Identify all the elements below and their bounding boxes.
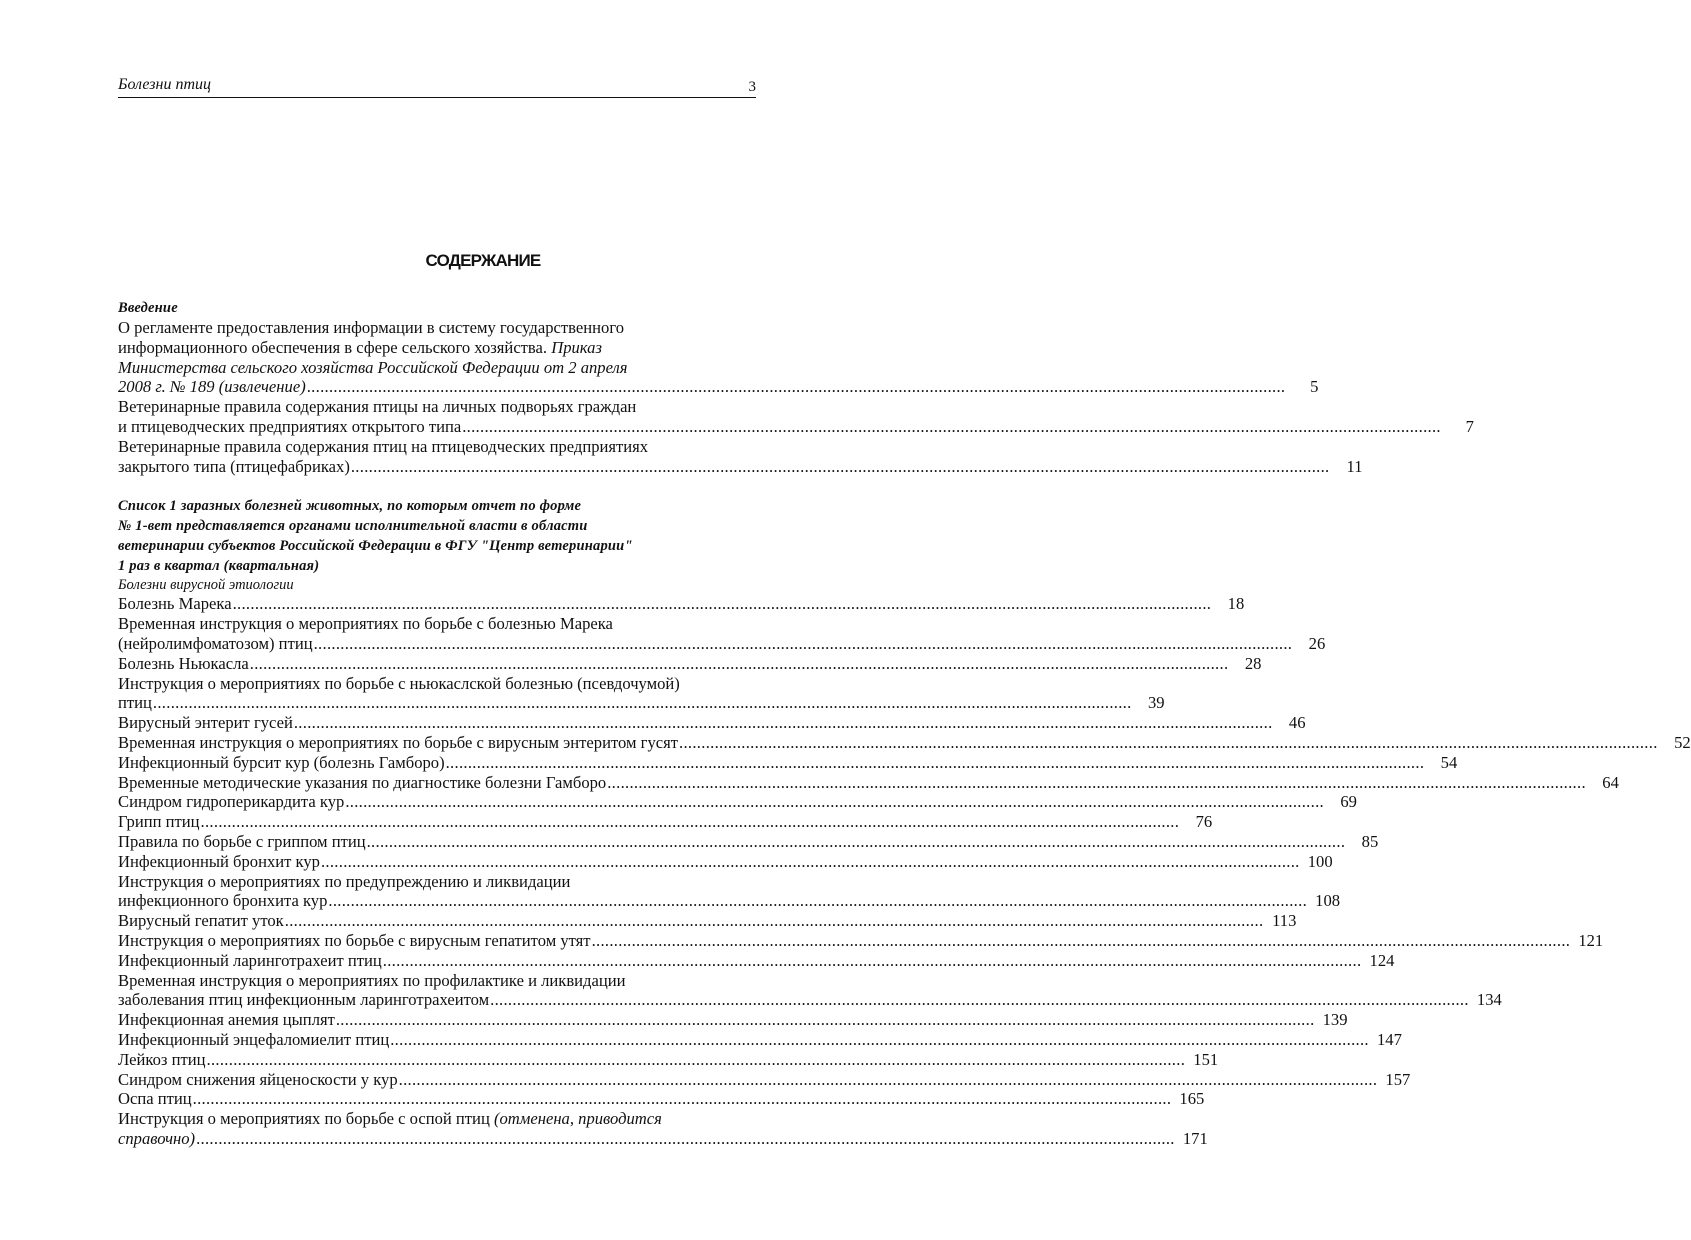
toc-entry-text: Вирусный гепатит уток bbox=[118, 911, 284, 931]
dot-leader: ............................................................................................................................................................................................................................ bbox=[335, 1010, 1315, 1030]
dot-leader: ............................................................................................................................................................................................................................ bbox=[196, 1128, 1175, 1148]
toc-page-number: 85 bbox=[1361, 831, 1379, 851]
toc-page-number: 76 bbox=[1195, 812, 1213, 832]
dot-leader: ............................................................................................................................................................................................................................ bbox=[192, 1089, 1172, 1109]
dot-leader: ............................................................................................................................................................................................................................ bbox=[206, 1049, 1186, 1069]
dot-leader: ............................................................................................................................................................................................................................ bbox=[152, 693, 1132, 713]
toc-entry-line bbox=[118, 1128, 1208, 1149]
toc-entry-line bbox=[118, 752, 1458, 773]
toc-entry-text: Инфекционный бурсит кур (болезнь Гамборо) bbox=[118, 752, 445, 772]
toc-entry-text: Лейкоз птиц bbox=[118, 1049, 206, 1069]
toc-entry[interactable] bbox=[118, 614, 1326, 654]
toc-entry-text: Инструкция о мероприятиях по борьбе с ньюкаслской болезнью (псевдочумой) bbox=[118, 673, 680, 693]
toc-entry-text: Инструкция о мероприятиях по предупреждению и ликвидации bbox=[118, 871, 571, 891]
dot-leader: ............................................................................................................................................................................................................................ bbox=[313, 633, 1293, 653]
toc-entry[interactable] bbox=[118, 318, 1319, 397]
toc-entry-line bbox=[118, 397, 770, 417]
toc-entry[interactable] bbox=[118, 1029, 1402, 1050]
toc-entry[interactable] bbox=[118, 436, 1363, 477]
toc-entry-text: птиц bbox=[118, 693, 152, 713]
toc-page-number: 139 bbox=[1322, 1010, 1348, 1030]
toc-entry[interactable] bbox=[118, 871, 1341, 912]
toc-entry-text: Временная инструкция о мероприятиях по борьбе с болезнью Марека bbox=[118, 614, 613, 634]
toc-entry-text: Инфекционный ларинготрахеит птиц bbox=[118, 950, 382, 970]
toc-page-number: 26 bbox=[1308, 633, 1326, 653]
toc-entry-line bbox=[118, 318, 770, 338]
dot-leader: ............................................................................................................................................................................................................................ bbox=[607, 772, 1586, 792]
toc-page-number: 108 bbox=[1315, 891, 1341, 911]
toc-page-number: 28 bbox=[1244, 653, 1262, 673]
toc-entry-text: (нейролимфоматозом) птиц bbox=[118, 633, 313, 653]
toc-page-number: 100 bbox=[1307, 851, 1333, 871]
dot-leader: ............................................................................................................................................................................................................................ bbox=[345, 792, 1324, 812]
toc-entry-line bbox=[118, 693, 1165, 713]
toc-entry[interactable] bbox=[118, 397, 1474, 437]
dot-leader: ............................................................................................................................................................................................................................ bbox=[306, 377, 1286, 397]
toc-page-number: 69 bbox=[1340, 792, 1357, 812]
toc-entry[interactable] bbox=[118, 930, 1604, 951]
toc-entry-text: справочно) bbox=[118, 1128, 196, 1148]
section-heading: ветеринарии субъектов Российской Федерации в ФГУ "Центр ветеринарии" bbox=[118, 538, 633, 555]
toc-entry-text: Синдром снижения яйценоскости у кур bbox=[118, 1069, 398, 1089]
toc-entry-line bbox=[118, 456, 1363, 477]
toc-entry-text: информационного обеспечения в сфере сельского хозяйства. Приказ bbox=[118, 337, 602, 357]
toc-entry-text: Грипп птиц bbox=[118, 812, 200, 832]
toc-entry-line bbox=[118, 416, 1474, 437]
toc-entry-line bbox=[118, 614, 770, 634]
toc-entry-text: 2008 г. № 189 (извлечение) bbox=[118, 377, 306, 397]
section-subheading: Болезни вирусной этиологии bbox=[118, 577, 294, 594]
page-number: 3 bbox=[748, 79, 756, 95]
toc-page-number: 157 bbox=[1385, 1069, 1411, 1089]
toc-entry-line bbox=[118, 377, 1319, 397]
dot-leader: ............................................................................................................................................................................................................................ bbox=[284, 911, 1264, 931]
toc-page-number: 46 bbox=[1288, 713, 1306, 733]
toc-entry-line bbox=[118, 930, 1604, 951]
toc-entry[interactable] bbox=[118, 1089, 1205, 1109]
dot-leader: ............................................................................................................................................................................................................................ bbox=[366, 831, 1346, 851]
dot-leader: ............................................................................................................................................................................................................................ bbox=[390, 1029, 1369, 1049]
toc-entry[interactable] bbox=[118, 1049, 1219, 1070]
toc-entry-text: Ветеринарные правила содержания птицы на личных подворьях граждан bbox=[118, 397, 637, 417]
dot-leader: ............................................................................................................................................................................................................................ bbox=[320, 851, 1300, 871]
toc-entry-text: Инфекционная анемия цыплят bbox=[118, 1010, 335, 1030]
toc-entry-line bbox=[118, 971, 770, 991]
toc-entry[interactable] bbox=[118, 1109, 1208, 1149]
toc-entry-line bbox=[118, 772, 1619, 793]
toc-page-number: 5 bbox=[1310, 377, 1319, 397]
toc-entry-line bbox=[118, 732, 1691, 753]
toc-page-number: 134 bbox=[1476, 990, 1502, 1010]
toc-entry-text: Инструкция о мероприятиях по борьбе с оспой птиц (отменена, приводится bbox=[118, 1109, 662, 1129]
page-title: СОДЕРЖАНИЕ bbox=[425, 251, 541, 270]
toc-entry[interactable] bbox=[118, 950, 1395, 971]
dot-leader: ............................................................................................................................................................................................................................ bbox=[382, 950, 1362, 970]
toc-entry-line bbox=[118, 891, 1341, 911]
section-heading: Введение bbox=[118, 300, 178, 316]
toc-entry-text: Министерства сельского хозяйства Российской Федерации от 2 апреля bbox=[118, 357, 628, 377]
toc-entry-text: Временная инструкция о мероприятиях по профилактике и ликвидации bbox=[118, 970, 626, 990]
toc-entry-text: Оспа птиц bbox=[118, 1089, 192, 1109]
toc-entry-line bbox=[118, 1109, 770, 1129]
toc-entry[interactable] bbox=[118, 713, 1306, 733]
toc-page-number: 18 bbox=[1227, 594, 1245, 614]
toc-entry[interactable] bbox=[118, 1069, 1411, 1090]
dot-leader: ............................................................................................................................................................................................................................ bbox=[232, 594, 1212, 614]
toc-entry-text: Временная инструкция о мероприятиях по борьбе с вирусным энтеритом гусят bbox=[118, 732, 678, 752]
toc-entry-line bbox=[118, 831, 1379, 852]
toc-entry[interactable] bbox=[118, 752, 1458, 773]
toc-page-number: 113 bbox=[1272, 911, 1297, 931]
toc-page-number: 124 bbox=[1369, 950, 1395, 970]
toc-entry-text: О регламенте предоставления информации в систему государственного bbox=[118, 318, 625, 337]
toc-entry-text: Временные методические указания по диагностике болезни Гамборо bbox=[118, 772, 607, 792]
toc-entry-line bbox=[118, 1049, 1219, 1070]
dot-leader: ............................................................................................................................................................................................................................ bbox=[398, 1069, 1378, 1089]
dot-leader: ............................................................................................................................................................................................................................ bbox=[462, 416, 1441, 436]
toc-entry-line bbox=[118, 594, 1245, 614]
toc-entry-line bbox=[118, 990, 1502, 1010]
toc-entry-italic: Приказ bbox=[551, 337, 602, 357]
toc-entry[interactable] bbox=[118, 1010, 1348, 1030]
toc-entry-line bbox=[118, 633, 1326, 654]
dot-leader: ............................................................................................................................................................................................................................ bbox=[293, 713, 1273, 733]
toc-entry[interactable] bbox=[118, 851, 1333, 872]
toc-entry-line bbox=[118, 872, 770, 892]
toc-entry-text: закрытого типа (птицефабриках) bbox=[118, 456, 350, 476]
toc-page-number: 39 bbox=[1147, 693, 1165, 713]
toc-entry-line bbox=[118, 338, 770, 358]
toc-page-number: 54 bbox=[1440, 752, 1458, 772]
dot-leader: ............................................................................................................................................................................................................................ bbox=[200, 812, 1180, 832]
dot-leader: ............................................................................................................................................................................................................................ bbox=[249, 653, 1229, 673]
dot-leader: ............................................................................................................................................................................................................................ bbox=[350, 456, 1330, 476]
toc-entry-text: Правила по борьбе с гриппом птиц bbox=[118, 831, 366, 851]
dot-leader: ............................................................................................................................................................................................................................ bbox=[445, 752, 1425, 772]
toc-entry[interactable] bbox=[118, 732, 1691, 753]
toc-entry-line bbox=[118, 1010, 1348, 1030]
running-title: Болезни птиц bbox=[118, 76, 212, 93]
toc-entry[interactable] bbox=[118, 792, 1357, 812]
toc-page-number: 165 bbox=[1179, 1089, 1205, 1109]
toc-page-number: 7 bbox=[1465, 416, 1474, 436]
toc-page-number: 151 bbox=[1193, 1049, 1219, 1069]
toc-entry-text: инфекционного бронхита кур bbox=[118, 891, 328, 911]
toc-entry-line bbox=[118, 950, 1395, 971]
toc-entry-line bbox=[118, 1029, 1402, 1050]
toc-entry-text: Инфекционный энцефаломиелит птиц bbox=[118, 1029, 390, 1049]
toc-entry[interactable] bbox=[118, 970, 1502, 1011]
toc-entry-line bbox=[118, 674, 770, 694]
toc-entry-text: и птицеводческих предприятиях открытого типа bbox=[118, 416, 462, 436]
toc-entry[interactable] bbox=[118, 653, 1262, 674]
toc-entry-line bbox=[118, 812, 1213, 832]
toc-entry[interactable] bbox=[118, 594, 1245, 614]
dot-leader: ............................................................................................................................................................................................................................ bbox=[490, 990, 1469, 1010]
toc-entry-text: Болезнь Ньюкасла bbox=[118, 653, 249, 673]
section-heading: № 1-вет представляется органами исполнительной власти в области bbox=[118, 518, 588, 535]
toc-entry[interactable] bbox=[118, 831, 1379, 852]
dot-leader: ............................................................................................................................................................................................................................ bbox=[679, 732, 1658, 752]
toc-page-number: 171 bbox=[1182, 1128, 1208, 1148]
toc-entry-text: заболевания птиц инфекционным ларинготрахеитом bbox=[118, 990, 490, 1010]
toc-entry-text: Ветеринарные правила содержания птиц на птицеводческих предприятиях bbox=[118, 436, 649, 456]
section-heading: 1 раз в квартал (квартальная) bbox=[118, 558, 320, 575]
section-heading: Список 1 заразных болезней животных, по которым отчет по форме bbox=[118, 498, 582, 515]
toc-entry-line bbox=[118, 792, 1357, 812]
toc-entry-text: Болезнь Марека bbox=[118, 594, 232, 614]
toc-entry-line bbox=[118, 911, 1297, 931]
section-gap bbox=[118, 476, 770, 496]
toc-page-number: 147 bbox=[1376, 1029, 1402, 1049]
toc-entry-line bbox=[118, 653, 1262, 674]
toc-page-number: 52 bbox=[1674, 732, 1691, 752]
toc-entry-italic: (отменена, приводится bbox=[493, 1109, 662, 1129]
toc-entry[interactable] bbox=[118, 911, 1297, 931]
toc-entry[interactable] bbox=[118, 673, 1165, 714]
toc-entry-line bbox=[118, 1069, 1411, 1090]
toc-entry-text: Инструкция о мероприятиях по борьбе с вирусным гепатитом утят bbox=[118, 930, 591, 950]
toc-entry-line bbox=[118, 358, 770, 378]
toc-page-number: 11 bbox=[1346, 456, 1363, 476]
toc-entry-text: Синдром гидроперикардита кур bbox=[118, 792, 345, 812]
running-header bbox=[118, 76, 756, 98]
dot-leader: ............................................................................................................................................................................................................................ bbox=[328, 891, 1308, 911]
toc-entry-line bbox=[118, 1089, 1205, 1109]
toc-entry-line bbox=[118, 437, 770, 457]
dot-leader: ............................................................................................................................................................................................................................ bbox=[591, 930, 1571, 950]
toc-page-number: 121 bbox=[1578, 930, 1604, 950]
toc-entry[interactable] bbox=[118, 772, 1619, 793]
toc-page-number: 64 bbox=[1602, 772, 1619, 792]
table-of-contents bbox=[118, 298, 1691, 1149]
toc-entry[interactable] bbox=[118, 812, 1213, 832]
toc-entry-line bbox=[118, 713, 1306, 733]
toc-entry-text: Инфекционный бронхит кур bbox=[118, 851, 320, 871]
toc-entry-text: Вирусный энтерит гусей bbox=[118, 713, 293, 733]
toc-entry-line bbox=[118, 851, 1333, 872]
